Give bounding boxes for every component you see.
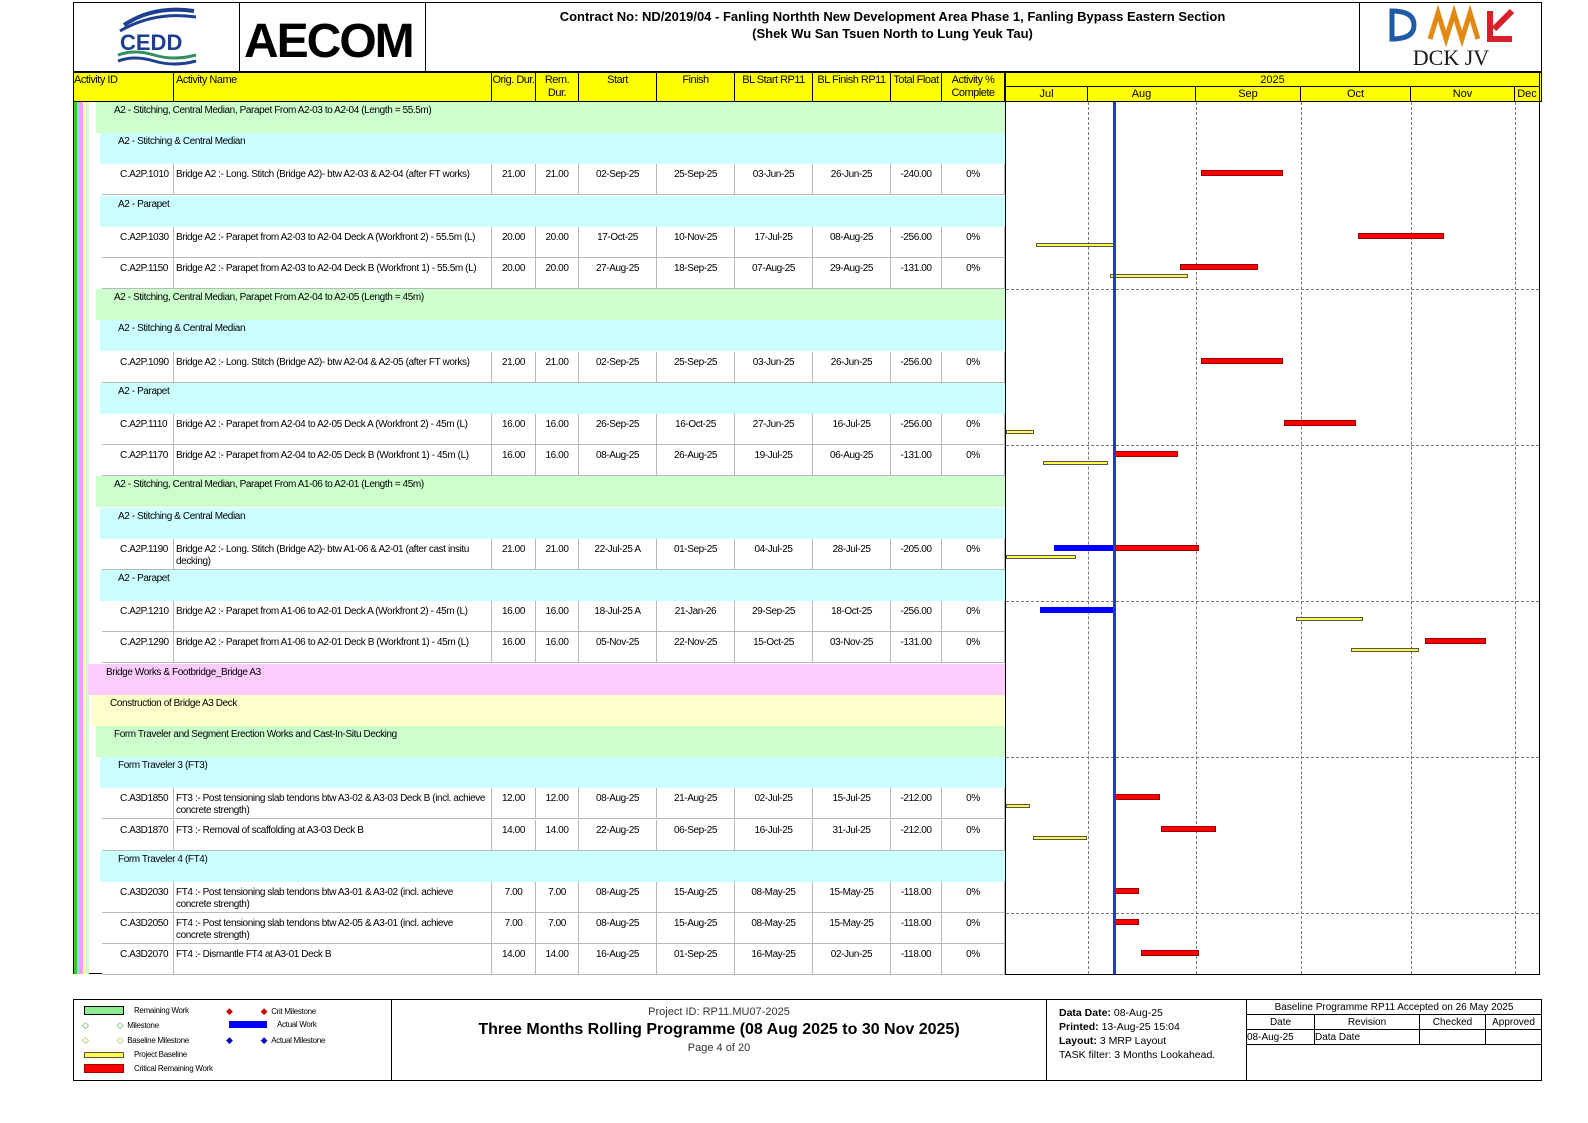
- table-row[interactable]: [102, 820, 1005, 851]
- table-row[interactable]: [102, 944, 1005, 975]
- wbs-label: A2 - Parapet: [118, 199, 170, 210]
- cell-pc: 0%: [942, 913, 1005, 944]
- cell-activity-name: [174, 944, 492, 975]
- wbs-label: Form Traveler 4 (FT4): [118, 854, 208, 865]
- gantt-chart: [1005, 72, 1540, 975]
- wbs-label: A2 - Stitching, Central Median, Parapet From A1-06 to A2-01 (Length = 45m): [114, 479, 424, 490]
- bl-row-checked: [1420, 1030, 1486, 1045]
- cell-rd: 20.00: [536, 227, 579, 258]
- table-row[interactable]: [102, 539, 1005, 570]
- cell-bls: 04-Jul-25: [735, 539, 813, 570]
- cell-bls: 08-May-25: [735, 882, 813, 913]
- activity-name-line-2: concrete strength): [176, 899, 250, 910]
- baseline-box: [1247, 1000, 1541, 1080]
- critical-remaining-bar[interactable]: [1114, 888, 1139, 894]
- cell-start: 08-Aug-25: [579, 913, 657, 944]
- cell-od: 7.00: [492, 882, 536, 913]
- cell-tf: -118.00: [891, 913, 942, 944]
- title-line-1: Contract No: ND/2019/04 - Fanling Northth New Development Area Phase 1, Fanling Bypass Eastern Section: [559, 9, 1226, 24]
- cell-tf: -256.00: [891, 601, 942, 632]
- baseline-bar[interactable]: [1036, 243, 1114, 247]
- cell-pc: 0%: [942, 414, 1005, 445]
- cell-od: 20.00: [492, 227, 536, 258]
- cell-pc: 0%: [942, 820, 1005, 851]
- cell-activity-id: C.A3D2030: [102, 882, 174, 913]
- cell-pc: 0%: [942, 227, 1005, 258]
- cell-od: 20.00: [492, 258, 536, 289]
- bl-head-revision: Revision: [1315, 1015, 1420, 1030]
- activity-name-line-2: decking): [176, 556, 211, 567]
- cell-bls: 15-Oct-25: [735, 632, 813, 663]
- cell-finish: 22-Nov-25: [657, 632, 735, 663]
- cell-activity-name: [174, 227, 492, 258]
- activity-name-line-1: Bridge A2 :- Parapet from A2-04 to A2-05 Deck A (Workfront 2) - 45m (L): [176, 419, 468, 430]
- critical-remaining-bar[interactable]: [1201, 170, 1283, 176]
- cell-finish: 01-Sep-25: [657, 944, 735, 975]
- cell-pc: 0%: [942, 164, 1005, 195]
- cell-activity-name: [174, 539, 492, 570]
- cell-activity-id: C.A2P.1090: [102, 352, 174, 383]
- cell-finish: 26-Aug-25: [657, 445, 735, 476]
- baseline-bar[interactable]: [1033, 836, 1087, 840]
- wbs-row[interactable]: [96, 102, 1005, 133]
- cell-start: 22-Aug-25: [579, 820, 657, 851]
- table-row[interactable]: [102, 913, 1005, 944]
- cell-tf: -131.00: [891, 445, 942, 476]
- baseline-bar[interactable]: [1043, 461, 1108, 465]
- activity-name-line-1: Bridge A2 :- Parapet from A1-06 to A2-01 Deck A (Workfront 2) - 45m (L): [176, 606, 468, 617]
- page-header: [73, 2, 1542, 72]
- cell-activity-name: [174, 352, 492, 383]
- baseline-title: Baseline Programme RP11 Accepted on 26 May 2025: [1247, 1000, 1541, 1015]
- wbs-label: A2 - Stitching, Central Median, Parapet From A2-03 to A2-04 (Length = 55.5m): [114, 105, 432, 116]
- activity-name-line-1: Bridge A2 :- Long. Stitch (Bridge A2)- btw A1-06 & A2-01 (after cast insitu: [176, 544, 469, 555]
- cell-finish: 21-Jan-26: [657, 601, 735, 632]
- actual-work-bar[interactable]: [1040, 607, 1114, 613]
- cell-activity-name: [174, 258, 492, 289]
- wbs-row[interactable]: [100, 851, 1005, 882]
- cell-start: 02-Sep-25: [579, 352, 657, 383]
- cell-blf: 29-Aug-25: [813, 258, 891, 289]
- cell-blf: 31-Jul-25: [813, 820, 891, 851]
- cell-pc: 0%: [942, 788, 1005, 819]
- cell-activity-id: C.A2P.1010: [102, 164, 174, 195]
- cell-activity-name: [174, 164, 492, 195]
- cell-blf: 15-Jul-25: [813, 788, 891, 819]
- wbs-row[interactable]: [100, 570, 1005, 601]
- layout-name: 3 MRP Layout: [1099, 1035, 1167, 1047]
- wbs-row[interactable]: [96, 726, 1005, 757]
- activity-table: [73, 102, 1006, 974]
- critical-remaining-bar[interactable]: [1201, 358, 1283, 364]
- aecom-logo-text: AECOM: [244, 15, 413, 68]
- activity-name-line-1: Bridge A2 :- Parapet from A2-03 to A2-04 Deck B (Workfront 1) - 55.5m (L): [176, 263, 477, 274]
- critical-remaining-bar[interactable]: [1114, 919, 1139, 925]
- wbs-stripe: [86, 102, 89, 974]
- cell-blf: 15-May-25: [813, 913, 891, 944]
- cell-activity-id: C.A2P.1190: [102, 539, 174, 570]
- cell-rd: 21.00: [536, 164, 579, 195]
- cell-tf: -205.00: [891, 539, 942, 570]
- bl-row-approved: [1486, 1030, 1541, 1045]
- cell-activity-id: C.A3D1870: [102, 820, 174, 851]
- wbs-row[interactable]: [96, 289, 1005, 320]
- gantt-year: 2025: [1006, 73, 1539, 87]
- activity-name-line-1: FT4 :- Post tensioning slab tendons btw A3-01 & A3-02 (incl. achieve: [176, 887, 453, 898]
- col-start[interactable]: Start: [579, 73, 657, 101]
- cell-activity-name: [174, 882, 492, 913]
- cell-start: 22-Jul-25 A: [579, 539, 657, 570]
- wbs-row[interactable]: [100, 133, 1005, 164]
- baseline-bar[interactable]: [1351, 648, 1419, 652]
- cell-rd: 14.00: [536, 944, 579, 975]
- cell-bls: 19-Jul-25: [735, 445, 813, 476]
- cell-rd: 16.00: [536, 601, 579, 632]
- cell-od: 16.00: [492, 601, 536, 632]
- actual-work-bar[interactable]: [1054, 545, 1114, 551]
- cell-rd: 16.00: [536, 632, 579, 663]
- printed-date: 13-Aug-25 15:04: [1101, 1021, 1180, 1033]
- table-row[interactable]: [102, 882, 1005, 913]
- cell-blf: 16-Jul-25: [813, 414, 891, 445]
- cell-tf: -212.00: [891, 788, 942, 819]
- bl-head-approved: Approved: [1486, 1015, 1541, 1030]
- cell-rd: 12.00: [536, 788, 579, 819]
- cell-rd: 7.00: [536, 882, 579, 913]
- cedd-logo-graphic: [74, 3, 240, 71]
- cell-od: 21.00: [492, 164, 536, 195]
- cell-start: 16-Aug-25: [579, 944, 657, 975]
- wbs-label: A2 - Parapet: [118, 573, 170, 584]
- cell-activity-name: [174, 632, 492, 663]
- cell-finish: 16-Oct-25: [657, 414, 735, 445]
- legend-critical-remaining: Critical Remaining Work: [84, 1063, 213, 1075]
- cell-start: 08-Aug-25: [579, 788, 657, 819]
- cedd-logo: [74, 3, 240, 71]
- cell-start: 27-Aug-25: [579, 258, 657, 289]
- table-row[interactable]: [102, 601, 1005, 632]
- cell-tf: -131.00: [891, 258, 942, 289]
- cell-tf: -256.00: [891, 414, 942, 445]
- wbs-label: A2 - Stitching & Central Median: [118, 136, 246, 147]
- cell-bls: 16-May-25: [735, 944, 813, 975]
- wbs-label: Construction of Bridge A3 Deck: [110, 698, 237, 709]
- date-info: Data Date: 08-Aug-25 Printed: 13-Aug-25 15:04 Layout: 3 MRP Layout TASK filter: 3 Months Lookahead.: [1047, 1000, 1247, 1080]
- col-pct-complete[interactable]: Activity % Complete: [942, 73, 1005, 101]
- critical-remaining-bar[interactable]: [1141, 950, 1199, 956]
- cell-rd: 20.00: [536, 258, 579, 289]
- activity-name-line-1: FT4 :- Post tensioning slab tendons btw A2-05 & A3-01 (incl. achieve: [176, 918, 453, 929]
- cell-finish: 18-Sep-25: [657, 258, 735, 289]
- activity-name-line-1: Bridge A2 :- Parapet from A2-03 to A2-04 Deck A (Workfront 2) - 55.5m (L): [176, 232, 476, 243]
- critical-remaining-bar[interactable]: [1180, 264, 1258, 270]
- cell-bls: 03-Jun-25: [735, 352, 813, 383]
- cell-activity-name: [174, 601, 492, 632]
- cell-od: 16.00: [492, 632, 536, 663]
- wbs-label: A2 - Stitching & Central Median: [118, 511, 246, 522]
- baseline-bar[interactable]: [1296, 617, 1363, 621]
- cell-activity-name: [174, 820, 492, 851]
- table-row[interactable]: [102, 788, 1005, 819]
- cell-pc: 0%: [942, 882, 1005, 913]
- cell-activity-id: C.A2P.1170: [102, 445, 174, 476]
- cedd-logo-text: CEDD: [120, 30, 183, 55]
- data-date: 08-Aug-25: [1113, 1007, 1163, 1019]
- contract-title: [426, 3, 1359, 71]
- wbs-row[interactable]: [88, 664, 1005, 695]
- cell-finish: 21-Aug-25: [657, 788, 735, 819]
- legend-milestone: ◇ ◇ Milestone: [82, 1020, 159, 1030]
- cell-start: 17-Oct-25: [579, 227, 657, 258]
- cell-blf: 06-Aug-25: [813, 445, 891, 476]
- cell-od: 14.00: [492, 944, 536, 975]
- wbs-row[interactable]: [100, 508, 1005, 539]
- cell-activity-id: C.A3D2070: [102, 944, 174, 975]
- cell-finish: 10-Nov-25: [657, 227, 735, 258]
- critical-remaining-bar[interactable]: [1114, 794, 1160, 800]
- cell-start: 02-Sep-25: [579, 164, 657, 195]
- cell-activity-id: C.A2P.1290: [102, 632, 174, 663]
- table-row[interactable]: [102, 164, 1005, 195]
- baseline-bar[interactable]: [1006, 430, 1034, 434]
- cell-bls: 02-Jul-25: [735, 788, 813, 819]
- legend-baseline-milestone: ◇ ◇ Baseline Milestone: [82, 1035, 189, 1045]
- cell-tf: -118.00: [891, 944, 942, 975]
- cell-od: 14.00: [492, 820, 536, 851]
- dck-jv-logo: [1359, 3, 1541, 71]
- activity-name-line-1: FT3 :- Removal of scaffolding at A3-03 Deck B: [176, 825, 364, 836]
- table-row[interactable]: [102, 632, 1005, 663]
- cell-bls: 16-Jul-25: [735, 820, 813, 851]
- cell-tf: -256.00: [891, 352, 942, 383]
- legend-crit-milestone: ◆ ◆ Crit Milestone: [226, 1006, 316, 1016]
- critical-remaining-bar[interactable]: [1425, 638, 1486, 644]
- bl-head-checked: Checked: [1420, 1015, 1486, 1030]
- cell-blf: 28-Jul-25: [813, 539, 891, 570]
- cell-od: 21.00: [492, 539, 536, 570]
- cell-tf: -118.00: [891, 882, 942, 913]
- cell-bls: 17-Jul-25: [735, 227, 813, 258]
- programme-info: [392, 1000, 1047, 1080]
- cell-blf: 18-Oct-25: [813, 601, 891, 632]
- cell-pc: 0%: [942, 352, 1005, 383]
- cell-tf: -240.00: [891, 164, 942, 195]
- cell-rd: 21.00: [536, 352, 579, 383]
- bl-row-date: 08-Aug-25: [1247, 1030, 1315, 1045]
- cell-pc: 0%: [942, 445, 1005, 476]
- wbs-row[interactable]: [100, 320, 1005, 351]
- legend-project-baseline: Project Baseline: [84, 1049, 187, 1061]
- dck-jv-text: DCK JV: [1412, 45, 1490, 70]
- cell-tf: -256.00: [891, 227, 942, 258]
- wbs-row[interactable]: [100, 757, 1005, 788]
- critical-remaining-bar[interactable]: [1114, 451, 1178, 457]
- cell-pc: 0%: [942, 601, 1005, 632]
- cell-pc: 0%: [942, 944, 1005, 975]
- cell-finish: 01-Sep-25: [657, 539, 735, 570]
- page-footer: [73, 999, 1542, 1081]
- gantt-month-sep: Sep: [1196, 87, 1301, 102]
- cell-activity-name: [174, 913, 492, 944]
- table-row[interactable]: [102, 352, 1005, 383]
- critical-remaining-bar[interactable]: [1284, 420, 1356, 426]
- title-line-2: (Shek Wu San Tsuen North to Lung Yeuk Tau): [752, 26, 1033, 41]
- cell-start: 05-Nov-25: [579, 632, 657, 663]
- activity-name-line-1: Bridge A2 :- Long. Stitch (Bridge A2)- btw A2-04 & A2-05 (after FT works): [176, 357, 470, 368]
- critical-remaining-bar[interactable]: [1161, 826, 1216, 832]
- cell-start: 18-Jul-25 A: [579, 601, 657, 632]
- wbs-label: A2 - Parapet: [118, 386, 170, 397]
- cell-finish: 15-Aug-25: [657, 913, 735, 944]
- gantt-month-jul: Jul: [1006, 87, 1088, 102]
- table-row[interactable]: [102, 414, 1005, 445]
- bl-row-revision: Data Date: [1315, 1030, 1420, 1045]
- baseline-bar[interactable]: [1006, 555, 1076, 559]
- cell-pc: 0%: [942, 258, 1005, 289]
- cell-od: 16.00: [492, 414, 536, 445]
- cell-od: 12.00: [492, 788, 536, 819]
- critical-remaining-bar[interactable]: [1114, 545, 1199, 551]
- cell-finish: 15-Aug-25: [657, 882, 735, 913]
- cell-bls: 08-May-25: [735, 913, 813, 944]
- cell-activity-id: C.A2P.1030: [102, 227, 174, 258]
- cell-activity-id: C.A3D2050: [102, 913, 174, 944]
- col-bl-start[interactable]: BL Start RP11: [735, 73, 813, 101]
- cell-activity-name: [174, 788, 492, 819]
- cell-activity-name: [174, 445, 492, 476]
- col-activity-id[interactable]: Activity ID: [74, 73, 174, 101]
- cell-tf: -212.00: [891, 820, 942, 851]
- legend-remaining-work: Remaining Work: [84, 1005, 189, 1017]
- cell-od: 21.00: [492, 352, 536, 383]
- gantt-month-dec: Dec: [1515, 87, 1539, 102]
- activity-name-line-2: concrete strength): [176, 930, 250, 941]
- data-date-line: [1113, 102, 1116, 974]
- col-bl-finish[interactable]: BL Finish RP11: [813, 73, 891, 101]
- cell-activity-id: C.A2P.1150: [102, 258, 174, 289]
- activity-name-line-1: Bridge A2 :- Parapet from A2-04 to A2-05 Deck B (Workfront 1) - 45m (L): [176, 450, 469, 461]
- wbs-label: A2 - Stitching & Central Median: [118, 323, 246, 334]
- col-total-float[interactable]: Total Float: [891, 73, 942, 101]
- legend-actual-milestone: ◆ ◆ Actual Milestone: [226, 1035, 326, 1045]
- cell-pc: 0%: [942, 539, 1005, 570]
- wbs-row[interactable]: [96, 476, 1005, 507]
- cell-rd: 14.00: [536, 820, 579, 851]
- cell-od: 7.00: [492, 913, 536, 944]
- wbs-label: Form Traveler and Segment Erection Works and Cast-In-Situ Decking: [114, 729, 397, 740]
- cell-rd: 21.00: [536, 539, 579, 570]
- cell-finish: 25-Sep-25: [657, 352, 735, 383]
- cell-bls: 07-Aug-25: [735, 258, 813, 289]
- col-orig-dur[interactable]: Orig. Dur.: [492, 73, 536, 101]
- cell-activity-id: C.A2P.1210: [102, 601, 174, 632]
- col-activity-name[interactable]: Activity Name: [174, 73, 492, 101]
- baseline-bar[interactable]: [1110, 274, 1188, 278]
- cell-rd: 16.00: [536, 445, 579, 476]
- cell-rd: 16.00: [536, 414, 579, 445]
- legend: [74, 1000, 392, 1080]
- gantt-month-aug: Aug: [1088, 87, 1196, 102]
- cell-blf: 02-Jun-25: [813, 944, 891, 975]
- cell-start: 26-Sep-25: [579, 414, 657, 445]
- col-rem-dur[interactable]: Rem. Dur.: [536, 73, 579, 101]
- page-number: Page 4 of 20: [687, 1042, 751, 1054]
- table-row[interactable]: [102, 258, 1005, 289]
- table-row[interactable]: [102, 445, 1005, 476]
- wbs-label: Form Traveler 3 (FT3): [118, 760, 208, 771]
- cell-blf: 15-May-25: [813, 882, 891, 913]
- task-filter: TASK filter: 3 Months Lookahead.: [1059, 1049, 1216, 1061]
- cell-activity-id: C.A3D1850: [102, 788, 174, 819]
- critical-remaining-bar[interactable]: [1358, 233, 1444, 239]
- cell-finish: 06-Sep-25: [657, 820, 735, 851]
- wbs-label: Bridge Works & Footbridge_Bridge A3: [106, 667, 261, 678]
- gantt-month-nov: Nov: [1411, 87, 1515, 102]
- cell-activity-name: [174, 414, 492, 445]
- cell-activity-id: C.A2P.1110: [102, 414, 174, 445]
- gantt-bars: [1006, 102, 1539, 974]
- wbs-row[interactable]: [100, 196, 1005, 227]
- legend-actual-work: Actual Work: [229, 1019, 317, 1031]
- activity-name-line-1: FT4 :- Dismantle FT4 at A3-01 Deck B: [176, 949, 332, 960]
- col-finish[interactable]: Finish: [657, 73, 735, 101]
- cell-finish: 25-Sep-25: [657, 164, 735, 195]
- cell-od: 16.00: [492, 445, 536, 476]
- wbs-label: A2 - Stitching, Central Median, Parapet From A2-04 to A2-05 (Length = 45m): [114, 292, 424, 303]
- cell-pc: 0%: [942, 632, 1005, 663]
- aecom-logo: [240, 3, 426, 71]
- cell-tf: -131.00: [891, 632, 942, 663]
- bl-head-date: Date: [1247, 1015, 1315, 1030]
- cell-bls: 03-Jun-25: [735, 164, 813, 195]
- baseline-bar[interactable]: [1006, 804, 1030, 808]
- project-id: Project ID: RP11.MU07-2025: [648, 1006, 790, 1018]
- activity-name-line-1: Bridge A2 :- Parapet from A1-06 to A2-01 Deck B (Workfront 1) - 45m (L): [176, 637, 469, 648]
- cell-blf: 26-Jun-25: [813, 352, 891, 383]
- activity-name-line-1: Bridge A2 :- Long. Stitch (Bridge A2)- btw A2-03 & A2-04 (after FT works): [176, 169, 470, 180]
- activity-name-line-2: concrete strength): [176, 805, 250, 816]
- gantt-month-oct: Oct: [1301, 87, 1411, 102]
- wbs-row[interactable]: [100, 383, 1005, 414]
- cell-blf: 26-Jun-25: [813, 164, 891, 195]
- wbs-row[interactable]: [92, 695, 1005, 726]
- cell-start: 08-Aug-25: [579, 882, 657, 913]
- activity-name-line-1: FT3 :- Post tensioning slab tendons btw A3-02 & A3-03 Deck B (incl. achieve: [176, 793, 486, 804]
- programme-title: Three Months Rolling Programme (08 Aug 2025 to 30 Nov 2025): [478, 1021, 960, 1038]
- cell-rd: 7.00: [536, 913, 579, 944]
- table-row[interactable]: [102, 227, 1005, 258]
- cell-bls: 29-Sep-25: [735, 601, 813, 632]
- cell-blf: 08-Aug-25: [813, 227, 891, 258]
- cell-bls: 27-Jun-25: [735, 414, 813, 445]
- cell-blf: 03-Nov-25: [813, 632, 891, 663]
- cell-start: 08-Aug-25: [579, 445, 657, 476]
